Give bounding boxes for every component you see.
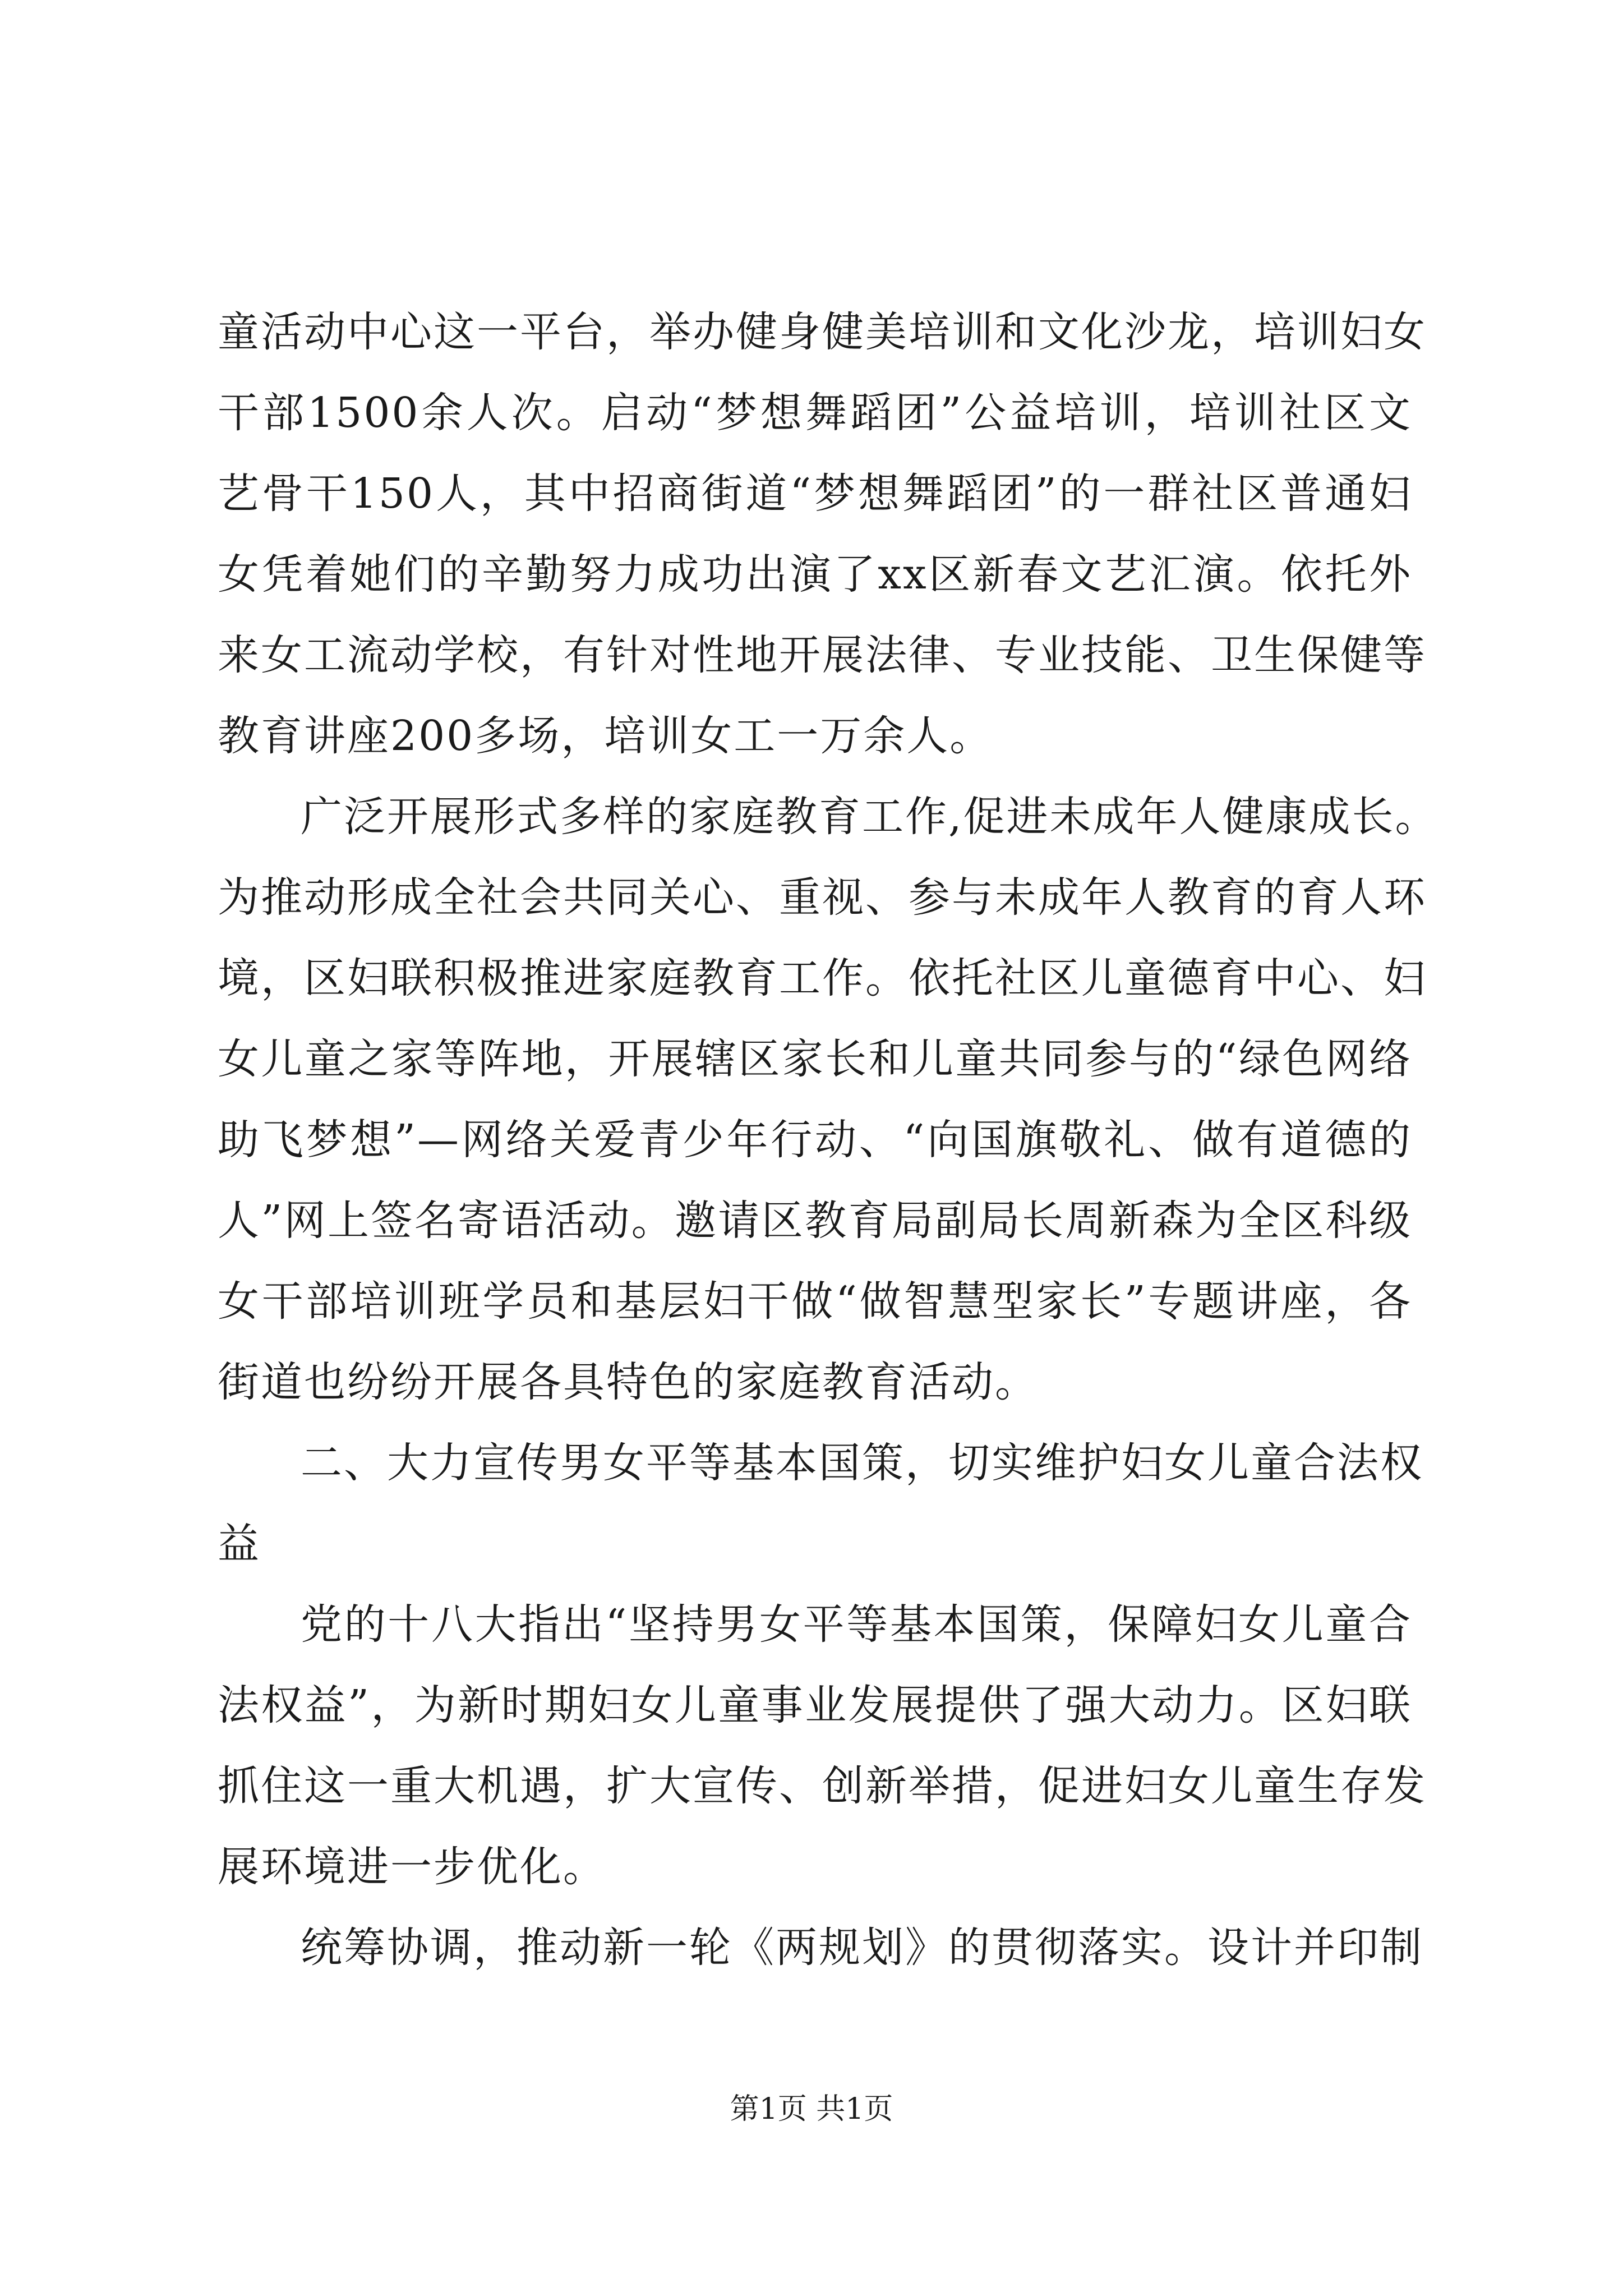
text-line: 法权益”，为新时期妇女儿童事业发展提供了强大动力。区妇联 [218, 1681, 1412, 1729]
document-body [218, 292, 1438, 1988]
text-line: 益 [218, 1520, 261, 1568]
text-line: 人”网上签名寄语活动。邀请区教育局副局长周新森为全区科级 [218, 1197, 1412, 1245]
text-line: 女凭着她们的辛勤努力成功出演了xx区新春文艺汇演。依托外 [218, 550, 1412, 599]
text-line: 境，区妇联积极推进家庭教育工作。依托社区儿童德育中心、妇 [218, 954, 1427, 1002]
text-line: 党的十八大指出“坚持男女平等基本国策，保障妇女儿童合 [301, 1600, 1412, 1649]
text-line: 来女工流动学校，有针对性地开展法律、专业技能、卫生保健等 [218, 631, 1427, 679]
text-line: 助飞梦想”—网络关爱青少年行动、“向国旗敬礼、做有道德的 [218, 1116, 1412, 1164]
text-line: 抓住这一重大机遇，扩大宣传、创新举措，促进妇女儿童生存发 [218, 1762, 1427, 1810]
page-footer: 第1页 共1页 [730, 2092, 893, 2126]
text-line: 统筹协调，推动新一轮《两规划》的贯彻落实。设计并印制 [301, 1924, 1423, 1972]
text-line: 女干部培训班学员和基层妇干做“做智慧型家长”专题讲座，各 [218, 1277, 1412, 1326]
text-line: 女儿童之家等阵地，开展辖区家长和儿童共同参与的“绿色网络 [218, 1035, 1412, 1083]
text-line: 教育讲座200多场，培训女工一万余人。 [218, 712, 993, 760]
text-line: 街道也纷纷开展各具特色的家庭教育活动。 [218, 1358, 1038, 1406]
text-line: 展环境进一步优化。 [218, 1843, 606, 1891]
text-line: 干部1500余人次。启动“梦想舞蹈团”公益培训，培训社区文 [218, 389, 1412, 437]
text-line: 广泛开展形式多样的家庭教育工作,促进未成年人健康成长。 [301, 793, 1438, 841]
text-line: 童活动中心这一平台，举办健身健美培训和文化沙龙，培训妇女 [218, 308, 1427, 356]
text-line: 为推动形成全社会共同关心、重视、参与未成年人教育的育人环 [218, 873, 1427, 922]
text-line: 艺骨干150人，其中招商街道“梦想舞蹈团”的一群社区普通妇 [218, 470, 1412, 518]
text-line: 二、大力宣传男女平等基本国策，切实维护妇女儿童合法权 [301, 1439, 1423, 1487]
